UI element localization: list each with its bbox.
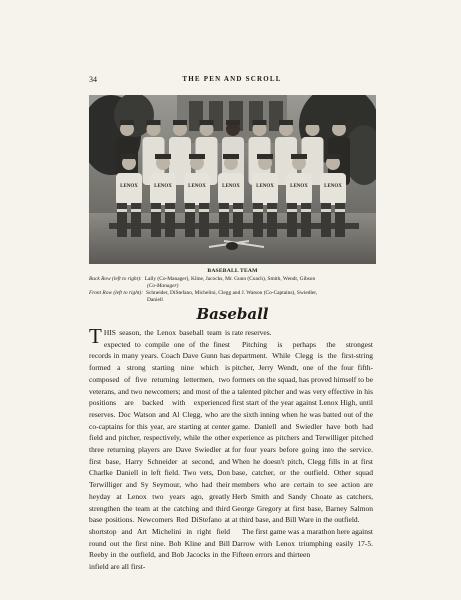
article-column-left — [89, 324, 230, 573]
back-row-label: Back Row (left to right): — [89, 276, 142, 282]
front-row-names-cont: Daniell — [147, 297, 163, 303]
paragraph: rate reserves. — [232, 328, 272, 337]
caption-title: BASEBALL TEAM — [207, 268, 258, 274]
jersey-text: LENOX — [222, 184, 240, 189]
paragraph: Pitching is perhaps the strongest department. While Clegg is the first-string pitcher, Jerry Wendt, one of the four fifth-formers on the squad, has proved himself to be a talented pitcher and was very effective in his first start of the year against Lenox High, until the sixth inning when he was batted out of the game. Daniell and Swiedler have both had experience as pitchers and Terwilliger pitched for four years before going into the service. When he doesn't pitch, Clegg fills in at first base, catcher, or the outfield. Other squad members who are certain to see action are Herb Smith and Sandy Choate as catchers, George Gregory at first base, Barney Salmon at third base, and Bill Ware in the outfield. — [232, 339, 373, 525]
jersey-text: LENOX — [324, 184, 342, 189]
section-title: Baseball — [196, 305, 269, 323]
jersey-text: LENOX — [256, 184, 274, 189]
drop-cap: T — [89, 324, 102, 348]
jersey-text: LENOX — [290, 184, 308, 189]
jersey-text: LENOX — [154, 184, 172, 189]
jersey-text: LENOX — [120, 184, 138, 189]
back-row-names: Lally (Co-Manager), Kline, Jacocks, Mr. Gunn (Coach), Smith, Wendt, Gibson — [144, 276, 316, 282]
article-column-right — [232, 327, 373, 561]
page-header — [89, 75, 375, 85]
page-number: 34 — [89, 75, 97, 84]
paragraph — [89, 324, 230, 573]
caption-front-row — [89, 290, 376, 297]
front-row-names: Schneider, DiStefano, Michelini, Clegg and J. Watson (Co-Captains), Swiedler, — [146, 290, 318, 296]
running-title: THE PEN AND SCROLL — [182, 75, 282, 83]
photo-caption — [89, 276, 376, 304]
paragraph: The first game was a marathon here against Darrow with Lenox triumphing easily 17-5. Fifteen errors and thirteen — [232, 526, 373, 560]
team-photo — [89, 95, 376, 264]
team-photo-image — [89, 95, 376, 264]
caption-back-row — [89, 276, 376, 283]
back-row-names-cont: (Co-Manager) — [147, 283, 179, 289]
jersey-text: LENOX — [188, 184, 206, 189]
paragraph-text: HIS season, the Lenox baseball team is expected to compile one of the finest records in many years. Coach Dave Gunn has formed a strong starting nine which is composed of five returning lettermen, two veterans, and two newcomers; and most of the positions are backed with experienced reserves. Doc Watson and Al Clegg, who are co-captains for this year, are starting at center field and pitcher, respectively, while the other three returning players are Dave Swiedler at first base, Harry Schneider at second, and Charlke Daniell in left field. Two vets, Don Terwilliger and Sy Seymour, who had their heyday at Lenox two years ago, greatly strengthen the team at the catching and third base positions. Newcomers Red DiStefano at shortstop and Art Michelini in right field round out the first nine. Bob Kline and Bill Reeby in the outfield, and Bob Jacocks in the infield are all first- — [89, 328, 230, 572]
front-row-label: Front Row (left to right): — [89, 290, 144, 296]
